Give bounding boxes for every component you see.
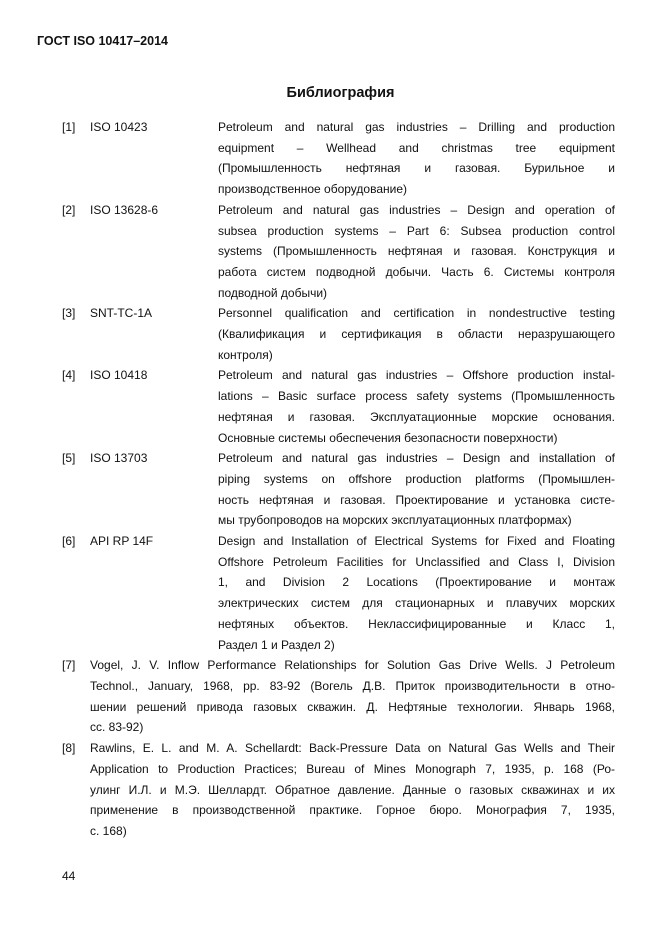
entry-text-line: работа систем подводной добычи. Часть 6. Системы контроля <box>218 264 615 279</box>
entry-text-line: Rawlins, E. L. and M. A. Schellardt: Back-Pressure Data on Natural Gas Wells and Their <box>90 741 615 756</box>
entry-text-line: Design and Installation of Electrical Systems for Fixed and Floating <box>218 534 615 549</box>
entry-text-line: применение в производственной практике. Горное бюро. Монография 7, 1935, <box>90 803 615 818</box>
entry-text <box>218 117 615 200</box>
entry-text-line: контроля) <box>218 347 273 362</box>
entry-text-line: 1, and Division 2 Locations (Проектирование и монтаж <box>218 575 615 590</box>
entry-text-line: (Промышленность нефтяная и газовая. Бурильное и <box>218 161 615 176</box>
bibliography-entry <box>62 117 615 200</box>
bibliography-entry <box>62 448 615 531</box>
entry-text <box>218 200 615 304</box>
entry-text-line: Основные системы обеспечения безопасности поверхности) <box>218 430 558 445</box>
entry-text <box>218 303 615 365</box>
entry-text-line: piping systems on offshore production platforms (Промышлен- <box>218 471 615 486</box>
entry-text-line: производственное оборудование) <box>218 182 407 197</box>
entry-text <box>218 531 615 655</box>
entry-number: [8] <box>62 741 76 756</box>
entry-text <box>218 448 615 531</box>
bibliography-entry <box>62 200 615 304</box>
entry-text-line: Application to Production Practices; Bureau of Mines Monograph 7, 1935, p. 168 (Ро- <box>90 761 615 776</box>
bibliography-entry <box>62 655 615 738</box>
bibliography-entry <box>62 365 615 448</box>
entry-text-line: подводной добычи) <box>218 285 328 300</box>
entry-text-line: (Квалификация и сертификация в области неразрушающего <box>218 327 615 342</box>
entry-number: [3] <box>62 306 76 321</box>
entry-text-line: Technol., January, 1968, pp. 83-92 (Вогель Д.В. Приток производительности в отно- <box>90 678 615 693</box>
entry-standard-code: ISO 10423 <box>90 120 148 134</box>
entry-standard-code: ISO 13628-6 <box>90 202 159 217</box>
bibliography-list <box>62 117 615 842</box>
entry-number: [1] <box>62 120 76 134</box>
entry-number: [7] <box>62 658 76 673</box>
entry-standard-code: API RP 14F <box>90 534 154 549</box>
entry-text <box>90 738 615 842</box>
entry-standard-code: ISO 10418 <box>90 368 148 383</box>
entry-text-line: systems (Промышленность нефтяная и газовая. Конструкция и <box>218 244 615 259</box>
entry-number: [4] <box>62 368 76 383</box>
entry-text-line: Petroleum and natural gas industries – Drilling and production <box>218 120 615 134</box>
bibliography-entry <box>62 303 615 365</box>
entry-text-line: Petroleum and natural gas industries – Offshore production instal- <box>218 368 615 383</box>
entry-text-line: нефтяных объектов. Неклассифицированные и Класс 1, <box>218 616 615 631</box>
document-header: ГОСТ ISO 10417–2014 <box>37 34 168 48</box>
page-number: 44 <box>62 869 76 883</box>
page-title: Библиография <box>286 85 395 101</box>
entry-text-line: с. 168) <box>90 823 127 838</box>
entry-text-line: улинг И.Л. и М.Э. Шеллардт. Обратное давление. Данные о газовых скважинах и их <box>90 782 615 797</box>
entry-text-line: Petroleum and natural gas industries – Design and installation of <box>218 451 615 466</box>
bibliography-entry <box>62 531 615 655</box>
entry-standard-code: SNT-TC-1A <box>90 306 153 321</box>
entry-standard-code: ISO 13703 <box>90 451 148 466</box>
bibliography-entry <box>62 738 615 842</box>
entry-text-line: нефтяная и газовая. Эксплуатационные морские основания. <box>218 409 615 424</box>
entry-text-line: subsea production systems – Part 6: Subsea production control <box>218 223 615 238</box>
entry-text <box>218 365 615 448</box>
entry-text-line: мы трубопроводов на морских эксплуатационных платформах) <box>218 513 572 528</box>
entry-text-line: Раздел 1 и Раздел 2) <box>218 637 335 652</box>
entry-text <box>90 655 615 738</box>
entry-text-line: Offshore Petroleum Facilities for Unclassified and Class I, Division <box>218 554 615 569</box>
entry-text-line: электрических систем для стационарных и плавучих морских <box>218 596 615 611</box>
entry-text-line: Personnel qualification and certification in nondestructive testing <box>218 306 615 321</box>
entry-number: [5] <box>62 451 76 466</box>
entry-text-line: ность нефтяная и газовая. Проектирование и установка систе- <box>218 492 615 507</box>
entry-number: [2] <box>62 202 76 217</box>
entry-text-line: lations – Basic surface process safety systems (Промышленность <box>218 389 615 404</box>
entry-text-line: шении решений привода газовых скважин. Д. Нефтяные технологии. Январь 1968, <box>90 699 615 714</box>
entry-number: [6] <box>62 534 76 549</box>
entry-text-line: Vogel, J. V. Inflow Performance Relationships for Solution Gas Drive Wells. J Petroleum <box>90 658 615 673</box>
entry-text-line: equipment – Wellhead and christmas tree equipment <box>218 140 615 155</box>
entry-text-line: Petroleum and natural gas industries – Design and operation of <box>218 202 615 217</box>
entry-text-line: сс. 83-92) <box>90 720 144 735</box>
